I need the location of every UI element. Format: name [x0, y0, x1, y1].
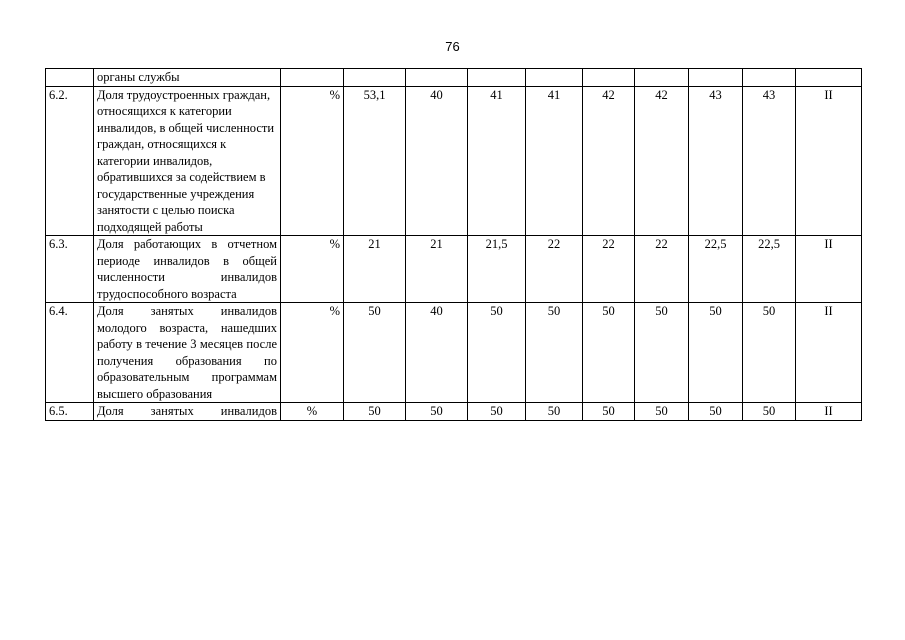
value-cell: 40 [406, 303, 468, 403]
page-number: 76 [445, 39, 460, 54]
value-cell: 43 [689, 86, 743, 236]
value-cell: 50 [689, 303, 743, 403]
row-number: 6.5. [46, 403, 94, 421]
indicator-description: Доля занятых инвалидов молодого возраста, нашедших работу в течение 3 месяцев после получения образования по образовательным программам высшего образования [94, 303, 281, 403]
table-row [46, 236, 862, 303]
value-cell: 50 [526, 403, 583, 421]
value-cell: 50 [689, 403, 743, 421]
value-cell: 22 [526, 236, 583, 303]
row-number: 6.2. [46, 86, 94, 236]
indicator-description: Доля трудоустроенных граждан, относящихся к категории инвалидов, в общей численности граждан, относящихся к категории инвалидов, обратившихся за содействием в государственные учреждения занятости с целью поиска подходящей работы [94, 86, 281, 236]
table-row [46, 86, 862, 236]
row-number-cell [46, 69, 94, 87]
value-cell: 50 [635, 403, 689, 421]
value-cell: 43 [743, 86, 796, 236]
value-cell: 50 [583, 403, 635, 421]
row-number: 6.4. [46, 303, 94, 403]
unit-cell: % [281, 86, 344, 236]
value-cell: 53,1 [344, 86, 406, 236]
unit-cell: % [281, 403, 344, 421]
value-cell: 50 [468, 403, 526, 421]
value-cell: 50 [344, 303, 406, 403]
value-cell: 50 [468, 303, 526, 403]
value-cell: 42 [635, 86, 689, 236]
value-cell: 41 [526, 86, 583, 236]
value-cell: 22 [635, 236, 689, 303]
value-cell: 40 [406, 86, 468, 236]
value-cell: 21,5 [468, 236, 526, 303]
value-cell: 50 [583, 303, 635, 403]
value-cell: 50 [526, 303, 583, 403]
level-cell: II [796, 303, 862, 403]
value-cell: 50 [743, 303, 796, 403]
value-cell: 21 [406, 236, 468, 303]
indicator-description: органы службы [94, 69, 281, 87]
indicator-description: Доля занятых инвалидов [94, 403, 281, 421]
value-cell: 42 [583, 86, 635, 236]
level-cell: II [796, 86, 862, 236]
unit-cell: % [281, 303, 344, 403]
value-cell: 50 [743, 403, 796, 421]
indicator-description: Доля работающих в отчетном периоде инвалидов в общей численности инвалидов трудоспособного возраста [94, 236, 281, 303]
value-cell: 50 [406, 403, 468, 421]
value-cell: 50 [344, 403, 406, 421]
value-cell: 21 [344, 236, 406, 303]
unit-cell: % [281, 236, 344, 303]
table-row [46, 303, 862, 403]
level-cell: II [796, 403, 862, 421]
value-cell: 50 [635, 303, 689, 403]
row-number: 6.3. [46, 236, 94, 303]
table-row-continuation [46, 69, 862, 87]
indicators-table [45, 68, 862, 421]
level-cell: II [796, 236, 862, 303]
value-cell: 41 [468, 86, 526, 236]
table-row [46, 403, 862, 421]
value-cell: 22,5 [743, 236, 796, 303]
value-cell: 22 [583, 236, 635, 303]
value-cell: 22,5 [689, 236, 743, 303]
